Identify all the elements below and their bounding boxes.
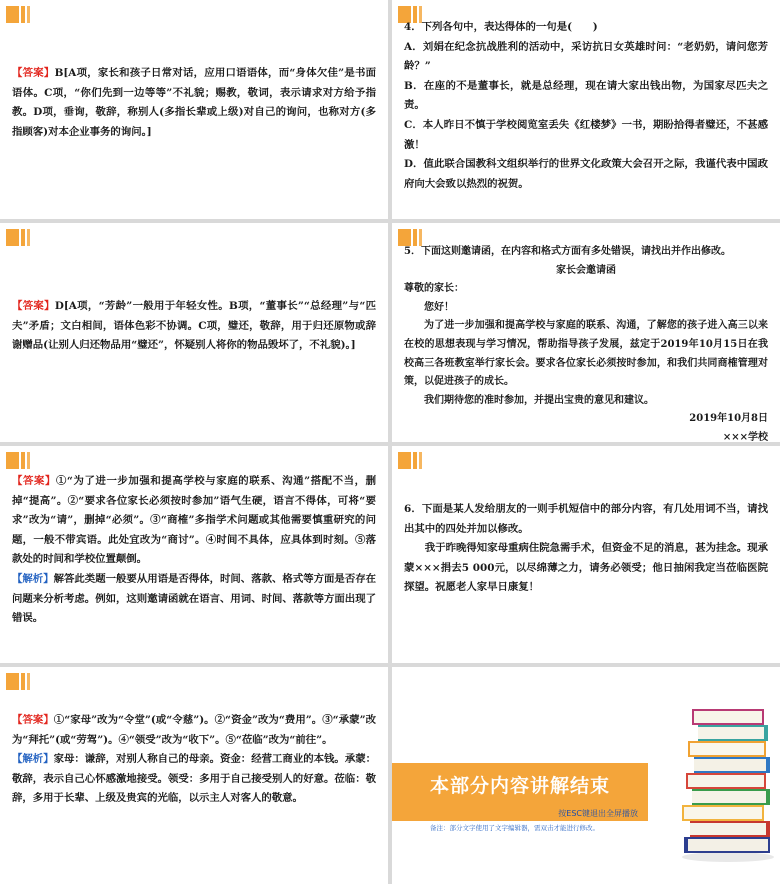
letter-greeting: 尊敬的家长： <box>404 283 464 295</box>
letter-body-1: 为了进一步加强和提高学校与家庭的联系、沟通，了解您的孩子进入高三以来在校的思想表现与学习情况，帮助指导孩子发展，兹定于2019年10月15日在我校高三各班教室举行家长会。要求各位家长必须按时参加，和我们共同商榷管理对策，以促进孩子的成长。 <box>404 320 768 388</box>
slide-decoration <box>6 6 30 23</box>
analysis-text: 解答此类题一般要从用语是否得体，时间、落款、格式等方面是否存在问题来分析考虑。例如，这则邀请函就在语言、用词、时间、落款等方面出现了错误。 <box>12 572 377 625</box>
answer-text: ①“家母”改为“令堂”(或“令慈”)。②“资金”改为“费用”。③“承蒙”改为“拜托”(或“劳驾”)。④“领受”改为“收下”。⑤“莅临”改为“前往”。 <box>12 714 376 746</box>
slide-answer-4 <box>0 223 388 442</box>
answer-text: ①“为了进一步加强和提高学校与家庭的联系、沟通”搭配不当，删掉“提高”。②“要求各位家长必须按时参加”语气生硬，语言不得体，可将“要求”改为“请”，删掉“必须”。③“商榷”多指学术问题或其他需要慎重研究的问题，一般不带宾语。此处宜改为“商讨”。④时间不具体，应具体到时刻。⑤落款处的时间和学校位置颠倒。 <box>12 475 377 566</box>
answer-label: 【答案】 <box>12 67 55 79</box>
option-c: C．本人昨日不慎于学校阅览室丢失《红楼梦》一书，期盼拾得者璧还，不甚感激！ <box>404 118 768 151</box>
question-block <box>404 18 768 194</box>
slide-decoration <box>6 229 30 246</box>
slide-ending <box>392 667 780 884</box>
ending-banner <box>392 763 648 821</box>
slide-decoration <box>6 673 30 690</box>
answer-label: 【答案】 <box>12 714 54 726</box>
slide-answer-6 <box>0 667 388 884</box>
slide-question-6 <box>392 446 780 663</box>
slide-decoration <box>6 452 30 469</box>
letter-body-2: 我们期待您的准时参加，并提出宝贵的意见和建议。 <box>424 394 654 406</box>
question-stem: 6．下面是某人发给朋友的一则手机短信中的部分内容，有几处用词不当，请找出其中的四处并加以修改。 <box>404 503 768 535</box>
answer-block <box>12 297 376 356</box>
ending-title: 本部分内容讲解结束 <box>429 775 610 797</box>
slide-question-5 <box>392 223 780 442</box>
answer-label: 【答案】 <box>12 300 55 312</box>
answer-text: B[A项，家长和孩子日常对话，应用口语语体，而“身体欠佳”是书面语体。C项，“你们先到一边等等”不礼貌；赐教，敬词，表示请求对方给予指教。D项，垂询，敬辞，称别人(多指长辈或上级)对自己的询问，也称对方(多指顾客)对本企业事务的询问。] <box>12 67 377 138</box>
letter-date: 2019年10月8日 <box>689 413 768 425</box>
slide-decoration <box>398 452 422 469</box>
esc-hint: 按ESC键退出全屏播放 <box>558 809 638 818</box>
answer-block <box>12 711 376 809</box>
option-a: A．刘娟在纪念抗战胜利的活动中，采访抗日女英雄时问：“老奶奶，请问您芳龄？” <box>404 40 768 73</box>
question-stem: 5．下面这则邀请函，在内容和格式方面有多处错误，请找出并作出修改。 <box>404 246 731 257</box>
question-block <box>404 243 768 442</box>
slide-answer-5 <box>0 446 388 663</box>
letter-signature: ×××学校 <box>722 431 768 442</box>
editor-note: 备注：部分文字使用了文字编辑器，需双击才能进行修改。 <box>430 824 599 832</box>
sms-text: 我于昨晚得知家母重病住院急需手术，但资金不足的消息，甚为挂念。现承蒙×××捐去5 000元，以尽绵薄之力，请务必领受；他日抽闲我定当莅临医院探望。祝愿老人家早日康复！ <box>404 542 768 594</box>
answer-text: D[A项，“芳龄”一般用于年轻女性。B项，“董事长”“总经理”与“匹夫”矛盾；文白相间，语体色彩不协调。C项，璧还，敬辞，用于归还原物或辞谢赠品(让别人归还物品用“璧还”，怀疑别人将你的物品毁坏了，不礼貌)。] <box>12 300 377 352</box>
answer-block <box>12 64 376 142</box>
book-stack-icon <box>678 703 778 863</box>
option-b: B．在座的不是董事长，就是总经理，现在请大家出钱出物，为国家尽匹夫之责。 <box>404 79 768 112</box>
answer-block <box>12 472 376 629</box>
analysis-text: 家母：谦辞，对别人称自己的母亲。资金：经营工商业的本钱。承蒙：敬辞，表示自己心怀感激地接受。领受：多用于自己接受别人的好意。莅临：敬辞，多用于长辈、上级及贵宾的光临，以示主人对客人的敬意。 <box>12 753 377 805</box>
letter-hello: 您好！ <box>424 301 454 313</box>
answer-label: 【答案】 <box>12 475 56 487</box>
option-d: D．值此联合国教科文组织举行的世界文化政策大会召开之际，我谨代表中国政府向大会致以热烈的祝贺。 <box>404 158 768 190</box>
analysis-label: 【解析】 <box>12 753 54 766</box>
analysis-label: 【解析】 <box>12 572 54 585</box>
slide-question-4 <box>392 0 780 219</box>
question-stem: 4．下列各句中，表达得体的一句是( ) <box>404 21 598 33</box>
letter-title: 家长会邀请函 <box>556 264 616 276</box>
question-block <box>404 500 768 598</box>
slide-answer-3 <box>0 0 388 219</box>
